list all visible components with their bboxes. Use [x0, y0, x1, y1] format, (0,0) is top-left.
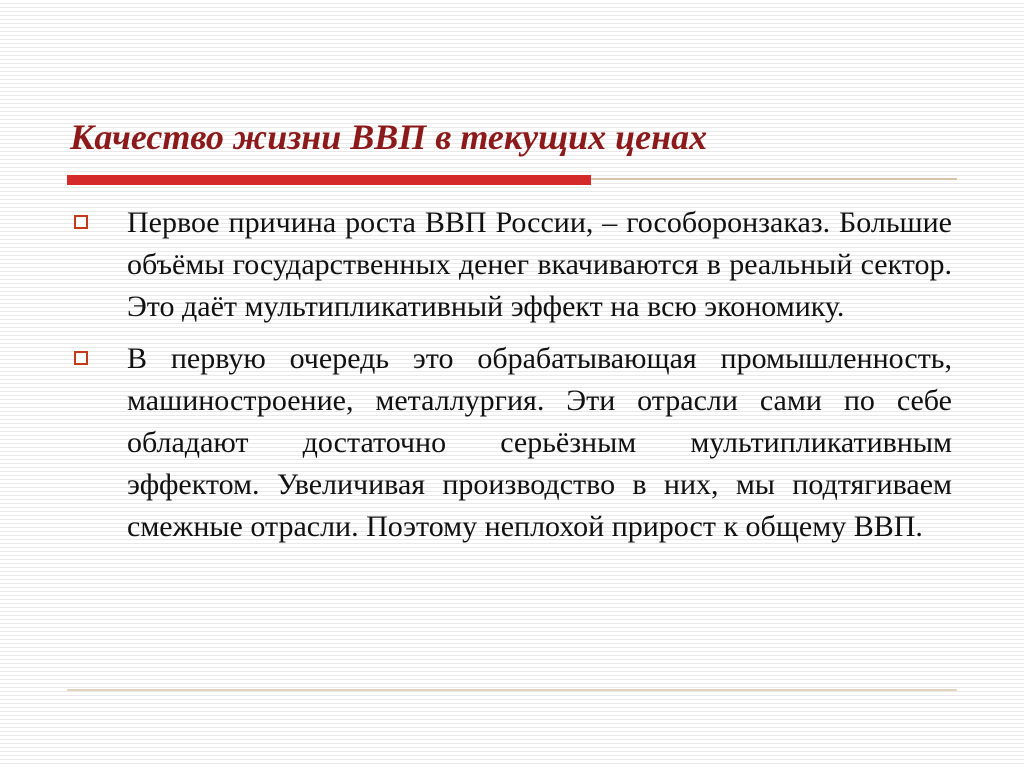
bullet-item: [74, 202, 952, 328]
bullet-text: Первое причина роста ВВП России, – гособоронзаказ. Большие объёмы государственных денег вкачиваются в реальный сектор. Это даёт мультипликативный эффект на всю экономику.: [127, 206, 952, 323]
title-accent-bar: [67, 175, 591, 185]
square-bullet-icon: [74, 351, 88, 365]
bullet-list: [74, 202, 952, 558]
bullet-text: В первую очередь это обрабатывающая промышленность, машиностроение, металлургия. Эти отрасли сами по себе обладают достаточно серьёзным мультипликативным эффектом. Увеличивая производство в них, мы подтягиваем смежные отрасли. Поэтому неплохой прирост к общему ВВП.: [127, 342, 952, 543]
title-divider-line: [591, 178, 957, 180]
footer-divider-line: [67, 689, 957, 691]
slide-title: Качество жизни ВВП в текущих ценах: [70, 117, 708, 157]
bullet-item: [74, 338, 952, 548]
square-bullet-icon: [74, 215, 88, 229]
